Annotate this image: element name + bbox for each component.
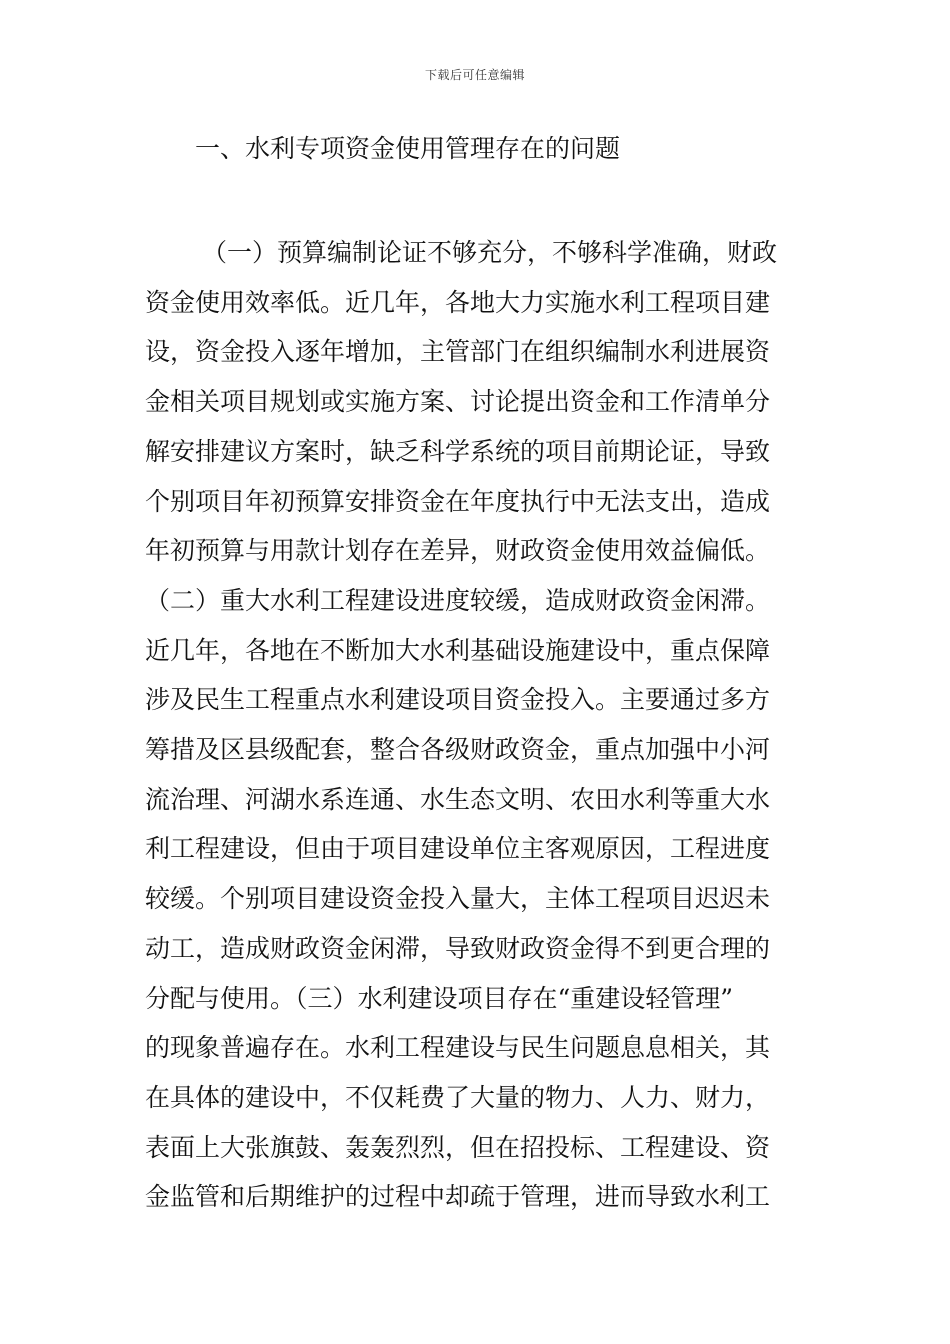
paragraph-line: 筹措及区县级配套，整合各级财政资金，重点加强中小河 xyxy=(145,735,771,764)
section-heading: 一、水利专项资金使用管理存在的问题 xyxy=(195,134,621,163)
header-note: 下载后可任意编辑 xyxy=(424,68,525,82)
paragraph-line: 设，资金投入逐年增加，主管部门在组织编制水利进展资 xyxy=(145,337,771,367)
paragraph-line: 近几年，各地在不断加大水利基础设施建设中，重点保障 xyxy=(145,635,771,665)
paragraph-line: （二）重大水利工程建设进度较缓，造成财政资金闲滞。 xyxy=(145,585,771,615)
paragraph-line: （一）预算编制论证不够充分，不够科学准确，财政 xyxy=(202,238,778,267)
paragraph-line: 流治理、河湖水系连通、水生态文明、农田水利等重大水 xyxy=(145,784,771,814)
paragraph-line: 较缓。个别项目建设资金投入量大，主体工程项目迟迟未 xyxy=(145,884,771,914)
paragraph-line: 动工，造成财政资金闲滞，导致财政资金得不到更合理的 xyxy=(145,933,771,963)
paragraph-line: 分配与使用。（三）水利建设项目存在“重建设轻管理” xyxy=(145,983,734,1013)
paragraph-line: 的现象普遍存在。水利工程建设与民生问题息息相关，其 xyxy=(145,1033,771,1063)
paragraph-line: 解安排建议方案时，缺乏科学系统的项目前期论证，导致 xyxy=(145,436,771,466)
paragraph-line: 个别项目年初预算安排资金在年度执行中无法支出，造成 xyxy=(145,486,771,516)
paragraph-line: 资金使用效率低。近几年，各地大力实施水利工程项目建 xyxy=(145,287,771,317)
paragraph-line: 金相关项目规划或实施方案、讨论提出资金和工作清单分 xyxy=(145,387,771,417)
paragraph-line: 在具体的建设中，不仅耗费了大量的物力、人力、财力， xyxy=(145,1082,771,1112)
paragraph-line: 金监管和后期维护的过程中却疏于管理，进而导致水利工 xyxy=(145,1182,771,1212)
paragraph-line: 涉及民生工程重点水利建设项目资金投入。主要通过多方 xyxy=(145,685,771,715)
paragraph-line: 利工程建设，但由于项目建设单位主客观原因，工程进度 xyxy=(145,834,771,864)
paragraph-line: 表面上大张旗鼓、轰轰烈烈，但在招投标、工程建设、资 xyxy=(145,1132,771,1162)
paragraph-line: 年初预算与用款计划存在差异，财政资金使用效益偏低。 xyxy=(145,536,771,566)
